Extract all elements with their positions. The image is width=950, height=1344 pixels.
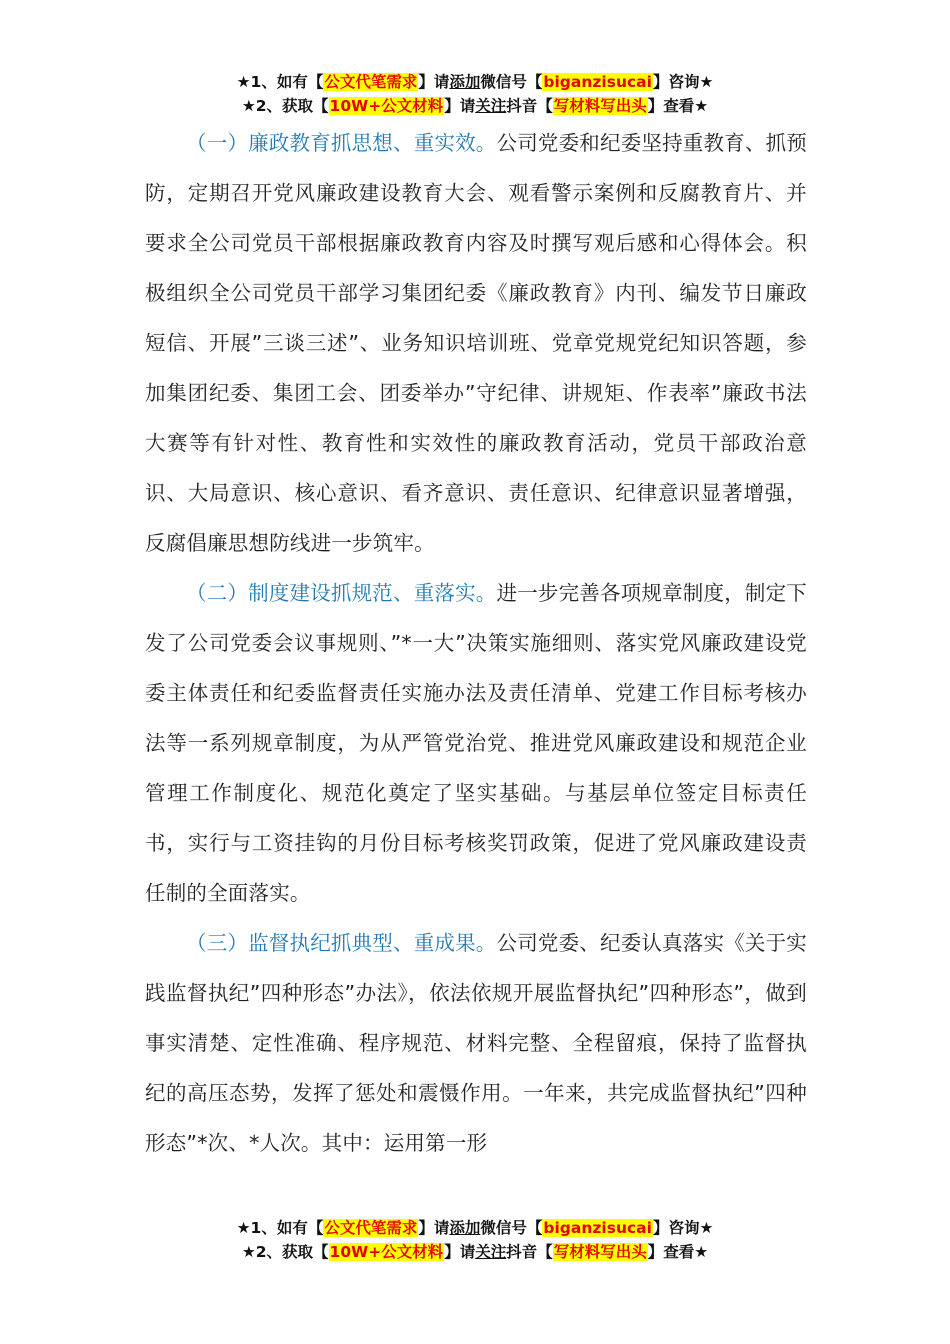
banner-emphasis: 添加 <box>449 1219 481 1237</box>
banner-text: ★2、获取【 <box>241 97 329 115</box>
douyin-highlight: 写材料写出头 <box>553 97 647 115</box>
banner-highlight: 10W+公文材料 <box>329 97 444 115</box>
banner-line-2 <box>0 94 950 118</box>
paragraph-1-body: 公司党委和纪委坚持重教育、抓预防，定期召开党风廉政建设教育大会、观看警示案例和反腐教育片、并要求全公司党员干部根据廉政教育内容及时撰写观后感和心得体会。积极组织全公司党员干部学习集团纪委《廉政教育》内刊、编发节日廉政短信、开展”三谈三述”、业务知识培训班、党章党规党纪知识答题，参加集团纪委、集团工会、团委举办”守纪律、讲规矩、作表率”廉政书法大赛等有针对性、教育性和实效性的廉政教育活动，党员干部政治意识、大局意识、核心意识、看齐意识、责任意识、纪律意识显著增强，反腐倡廉思想防线进一步筑牢。 <box>145 131 807 555</box>
banner-emphasis: 添加 <box>449 73 481 91</box>
banner-emphasis: 关注 <box>475 1243 507 1261</box>
banner-highlight: 公文代笔需求 <box>324 1219 418 1237</box>
paragraph-3-body: 公司党委、纪委认真落实《关于实践监督执纪”四种形态”办法》，依法依规开展监督执纪”四种形态”，做到事实清楚、定性准确、程序规范、材料完整、全程留痕，保持了监督执纪的高压态势，发挥了惩处和震慑作用。一年来，共完成监督执纪”四种形态”*次、*人次。其中：运用第一形 <box>145 931 807 1155</box>
banner-text: 抖音【 <box>506 1243 553 1261</box>
banner-highlight: 10W+公文材料 <box>329 1243 444 1261</box>
wechat-id-highlight: biganzisucai <box>543 1219 652 1237</box>
banner-text: 】咨询★ <box>652 1219 714 1237</box>
document-body <box>145 118 807 1168</box>
paragraph-2-body: 进一步完善各项规章制度，制定下发了公司党委会议事规则、”*一大”决策实施细则、落实党风廉政建设党委主体责任和纪委监督责任实施办法及责任清单、党建工作目标考核办法等一系列规章制度，为从严管党治党、推进党风廉政建设和规范企业管理工作制度化、规范化奠定了坚实基础。与基层单位签定目标责任书，实行与工资挂钩的月份目标考核奖罚政策，促进了党风廉政建设责任制的全面落实。 <box>145 581 807 905</box>
paragraph-2 <box>145 568 807 918</box>
banner-text: 】请 <box>418 1219 450 1237</box>
douyin-highlight: 写材料写出头 <box>553 1243 647 1261</box>
banner-line-1 <box>0 70 950 94</box>
banner-text: 】请 <box>418 73 450 91</box>
banner-emphasis: 关注 <box>475 97 507 115</box>
banner-text: ★2、获取【 <box>241 1243 329 1261</box>
banner-text: 】请 <box>444 97 476 115</box>
wechat-id-highlight: biganzisucai <box>543 73 652 91</box>
banner-text: 】咨询★ <box>652 73 714 91</box>
paragraph-3 <box>145 918 807 1168</box>
banner-text: 抖音【 <box>506 97 553 115</box>
paragraph-1 <box>145 118 807 568</box>
section-heading-2: （二）制度建设抓规范、重落实。 <box>186 581 497 605</box>
banner-text: 微信号【 <box>480 1219 543 1237</box>
section-heading-1: （一）廉政教育抓思想、重实效。 <box>186 131 497 155</box>
banner-text: ★1、如有【 <box>236 1219 324 1237</box>
banner-highlight: 公文代笔需求 <box>324 73 418 91</box>
banner-text: 】请 <box>444 1243 476 1261</box>
banner-text: 微信号【 <box>480 73 543 91</box>
section-heading-3: （三）监督执纪抓典型、重成果。 <box>186 931 497 955</box>
banner-text: 】查看★ <box>647 97 709 115</box>
banner-line-1 <box>0 1216 950 1240</box>
footer-banner <box>0 1216 950 1264</box>
banner-line-2 <box>0 1240 950 1264</box>
banner-text: 】查看★ <box>647 1243 709 1261</box>
header-banner <box>0 70 950 118</box>
banner-text: ★1、如有【 <box>236 73 324 91</box>
